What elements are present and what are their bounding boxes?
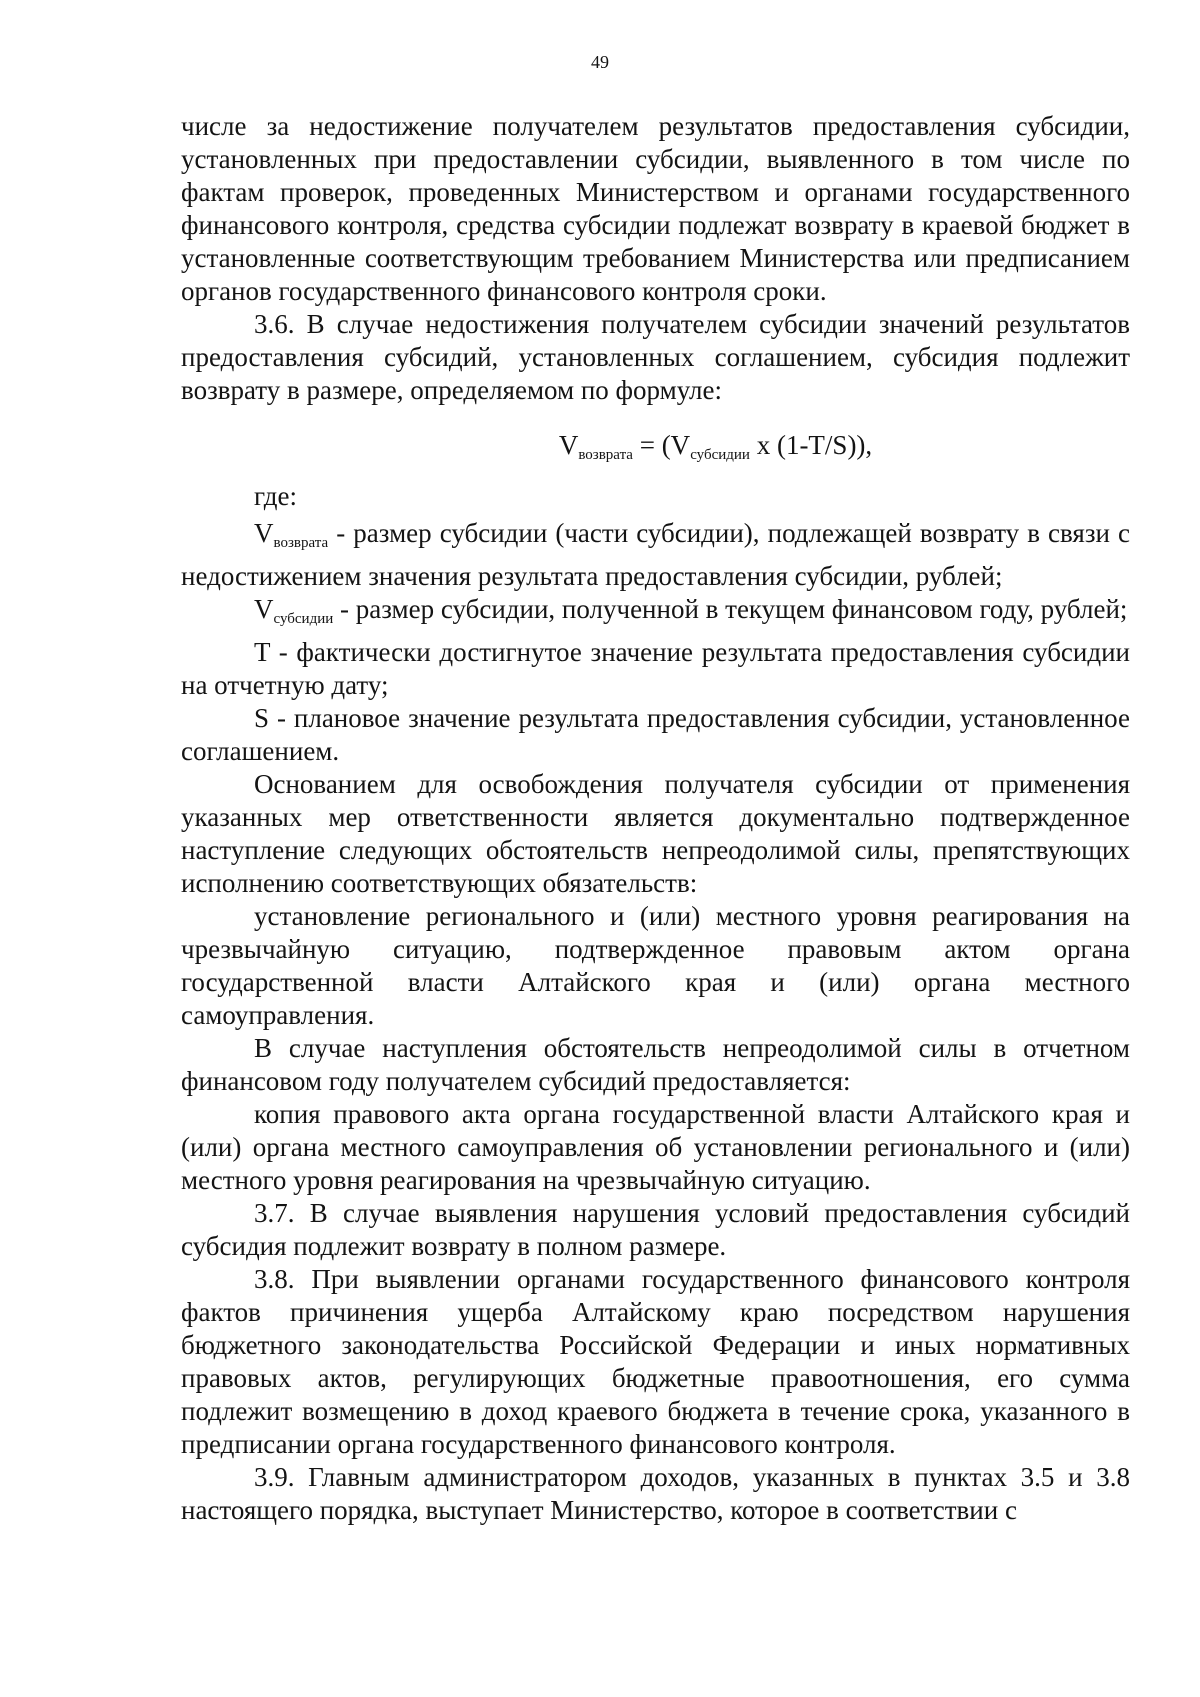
def-v-symbol: V <box>254 518 274 548</box>
definition-v-subsidy <box>181 593 1130 636</box>
paragraph-3-8: 3.8. При выявлении органами государственного финансового контроля фактов причинения ущерба Алтайскому краю посредством нарушения бюджетного законодательства Российской Федерации и иных нормативных правовых актов, регулирующих бюджетные правоотношения, его сумма подлежит возмещению в доход краевого бюджета в течение срока, указанного в предписании органа государственного финансового контроля. <box>181 1264 1130 1459</box>
document-body <box>181 110 1130 1527</box>
def-v-subsidy-text: - размер субсидии, полученной в текущем финансовом году, рублей; <box>340 594 1128 624</box>
paragraph-3-9: 3.9. Главным администратором доходов, указанных в пунктах 3.5 и 3.8 настоящего порядка, выступает Министерство, которое в соответствии с <box>181 1462 1130 1525</box>
def-v-return-sub: возврата <box>273 535 329 551</box>
formula-sub-return: возврата <box>578 447 633 463</box>
formula-v: V <box>558 430 579 460</box>
def-v-return-text: - размер субсидии (части субсидии), подлежащей возврату в связи с недостижением значения результата предоставления субсидии, рублей; <box>181 518 1130 591</box>
definition-t: T - фактически достигнутое значение результата предоставления субсидии на отчетную дату; <box>181 637 1130 700</box>
page-number: 49 <box>591 52 609 72</box>
paragraph-force-majeure-case: В случае наступления обстоятельств непреодолимой силы в отчетном финансовом году получателем субсидий предоставляется: <box>181 1033 1130 1096</box>
definition-v-return <box>181 517 1130 593</box>
paragraph-emergency-level: установление регионального и (или) местного уровня реагирования на чрезвычайную ситуацию, подтвержденное правовым актом органа государственной власти Алтайского края и (или) органа местного самоуправления. <box>181 901 1130 1030</box>
def-v2-symbol: V <box>254 594 274 624</box>
return-formula <box>181 429 1130 472</box>
formula-rest: x (1-T/S)), <box>749 430 873 460</box>
formula-sub-subsidy: субсидии <box>690 447 750 463</box>
where-label: где: <box>254 481 297 511</box>
paragraph-continuation: числе за недостижение получателем результатов предоставления субсидии, установленных при предоставлении субсидии, выявленного в том числе по фактам проверок, проведенных Министерством и органами государственного финансового контроля, средства субсидии подлежат возврату в краевой бюджет в установленные соответствующим требованием Министерства или предписанием органов государственного финансового контроля сроки. <box>181 111 1130 306</box>
paragraph-3-6: 3.6. В случае недостижения получателем субсидии значений результатов предоставления субсидий, установленных соглашением, субсидия подлежит возврату в размере, определяемом по формуле: <box>181 309 1130 405</box>
def-v-subsidy-sub: субсидии <box>273 611 334 627</box>
paragraph-legal-act-copy: копия правового акта органа государственной власти Алтайского края и (или) органа местного самоуправления об установлении регионального и (или) местного уровня реагирования на чрезвычайную ситуацию. <box>181 1099 1130 1195</box>
paragraph-force-majeure: Основанием для освобождения получателя субсидии от применения указанных мер ответственности является документально подтвержденное наступление следующих обстоятельств непреодолимой силы, препятствующих исполнению соответствующих обязательств: <box>181 769 1130 898</box>
paragraph-3-7: 3.7. В случае выявления нарушения условий предоставления субсидий субсидия подлежит возврату в полном размере. <box>181 1198 1130 1261</box>
formula-equals-open: = (V <box>632 430 691 460</box>
definition-s: S - плановое значение результата предоставления субсидии, установленное соглашением. <box>181 703 1130 766</box>
